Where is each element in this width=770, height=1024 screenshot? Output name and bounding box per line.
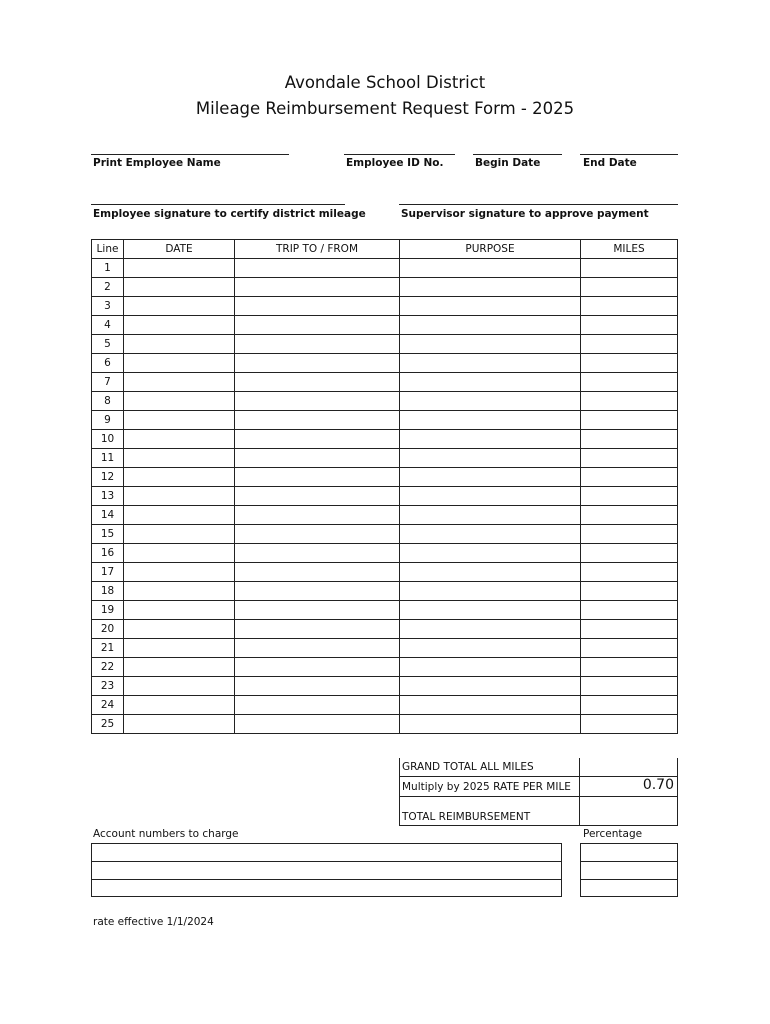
date-cell[interactable] bbox=[124, 677, 235, 696]
miles-cell[interactable] bbox=[581, 297, 678, 316]
miles-cell[interactable] bbox=[581, 506, 678, 525]
table-row bbox=[92, 316, 678, 335]
miles-cell[interactable] bbox=[581, 563, 678, 582]
date-cell[interactable] bbox=[124, 639, 235, 658]
table-body bbox=[92, 259, 678, 734]
account-row-1[interactable] bbox=[92, 844, 561, 860]
table-row bbox=[92, 544, 678, 563]
employee-id-label: Employee ID No. bbox=[346, 157, 444, 169]
purpose-cell[interactable] bbox=[400, 525, 581, 544]
date-cell[interactable] bbox=[124, 582, 235, 601]
line-number: 8 bbox=[92, 392, 124, 411]
percentage-row-3[interactable] bbox=[581, 880, 677, 896]
trip-cell[interactable] bbox=[235, 601, 400, 620]
trip-cell[interactable] bbox=[235, 715, 400, 734]
col-header-date: DATE bbox=[124, 240, 235, 259]
table-row bbox=[92, 639, 678, 658]
date-cell[interactable] bbox=[124, 297, 235, 316]
rate-effective-note: rate effective 1/1/2024 bbox=[93, 916, 214, 928]
line-number: 7 bbox=[92, 373, 124, 392]
line-number: 10 bbox=[92, 430, 124, 449]
table-row bbox=[92, 525, 678, 544]
miles-cell[interactable] bbox=[581, 582, 678, 601]
trip-cell[interactable] bbox=[235, 259, 400, 278]
table-row bbox=[92, 392, 678, 411]
summary-divider-2 bbox=[399, 796, 580, 797]
grand-total-value[interactable] bbox=[580, 761, 677, 776]
table-row bbox=[92, 582, 678, 601]
employee-name-line[interactable] bbox=[91, 154, 289, 155]
line-number: 12 bbox=[92, 468, 124, 487]
purpose-cell[interactable] bbox=[400, 677, 581, 696]
purpose-cell[interactable] bbox=[400, 392, 581, 411]
end-date-line[interactable] bbox=[580, 154, 678, 155]
rate-value: 0.70 bbox=[642, 777, 674, 793]
trip-cell[interactable] bbox=[235, 354, 400, 373]
date-cell[interactable] bbox=[124, 563, 235, 582]
line-number: 23 bbox=[92, 677, 124, 696]
date-cell[interactable] bbox=[124, 430, 235, 449]
line-number: 24 bbox=[92, 696, 124, 715]
miles-cell[interactable] bbox=[581, 715, 678, 734]
date-cell[interactable] bbox=[124, 696, 235, 715]
miles-cell[interactable] bbox=[581, 677, 678, 696]
table-row bbox=[92, 620, 678, 639]
date-cell[interactable] bbox=[124, 259, 235, 278]
purpose-cell[interactable] bbox=[400, 430, 581, 449]
table-row bbox=[92, 487, 678, 506]
table-row bbox=[92, 449, 678, 468]
trip-cell[interactable] bbox=[235, 525, 400, 544]
end-date-label: End Date bbox=[583, 157, 637, 169]
rate-label: Multiply by 2025 RATE PER MILE bbox=[402, 781, 571, 793]
date-cell[interactable] bbox=[124, 658, 235, 677]
purpose-cell[interactable] bbox=[400, 506, 581, 525]
line-number: 20 bbox=[92, 620, 124, 639]
miles-cell[interactable] bbox=[581, 468, 678, 487]
miles-cell[interactable] bbox=[581, 639, 678, 658]
date-cell[interactable] bbox=[124, 373, 235, 392]
employee-id-line[interactable] bbox=[344, 154, 455, 155]
purpose-cell[interactable] bbox=[400, 715, 581, 734]
table-row bbox=[92, 601, 678, 620]
purpose-cell[interactable] bbox=[400, 373, 581, 392]
trip-cell[interactable] bbox=[235, 506, 400, 525]
purpose-cell[interactable] bbox=[400, 449, 581, 468]
supervisor-signature-line[interactable] bbox=[399, 204, 678, 205]
line-number: 5 bbox=[92, 335, 124, 354]
miles-cell[interactable] bbox=[581, 354, 678, 373]
trip-cell[interactable] bbox=[235, 449, 400, 468]
trip-cell[interactable] bbox=[235, 373, 400, 392]
purpose-cell[interactable] bbox=[400, 278, 581, 297]
trip-cell[interactable] bbox=[235, 278, 400, 297]
table-row bbox=[92, 411, 678, 430]
mileage-table bbox=[91, 239, 678, 734]
line-number: 19 bbox=[92, 601, 124, 620]
table-row bbox=[92, 278, 678, 297]
trip-cell[interactable] bbox=[235, 411, 400, 430]
purpose-cell[interactable] bbox=[400, 335, 581, 354]
percentage-label: Percentage bbox=[583, 828, 643, 840]
employee-signature-label: Employee signature to certify district mileage bbox=[93, 208, 366, 220]
date-cell[interactable] bbox=[124, 278, 235, 297]
date-cell[interactable] bbox=[124, 525, 235, 544]
date-cell[interactable] bbox=[124, 506, 235, 525]
date-cell[interactable] bbox=[124, 715, 235, 734]
employee-name-label: Print Employee Name bbox=[93, 157, 221, 169]
purpose-cell[interactable] bbox=[400, 487, 581, 506]
date-cell[interactable] bbox=[124, 487, 235, 506]
date-cell[interactable] bbox=[124, 411, 235, 430]
table-row bbox=[92, 563, 678, 582]
purpose-cell[interactable] bbox=[400, 354, 581, 373]
miles-cell[interactable] bbox=[581, 449, 678, 468]
total-reimbursement-value[interactable] bbox=[580, 797, 677, 825]
date-cell[interactable] bbox=[124, 392, 235, 411]
miles-cell[interactable] bbox=[581, 658, 678, 677]
district-title: Avondale School District bbox=[284, 73, 486, 92]
purpose-cell[interactable] bbox=[400, 544, 581, 563]
miles-cell[interactable] bbox=[581, 525, 678, 544]
trip-cell[interactable] bbox=[235, 620, 400, 639]
date-cell[interactable] bbox=[124, 449, 235, 468]
trip-cell[interactable] bbox=[235, 468, 400, 487]
table-row bbox=[92, 335, 678, 354]
line-number: 2 bbox=[92, 278, 124, 297]
miles-cell[interactable] bbox=[581, 278, 678, 297]
purpose-cell[interactable] bbox=[400, 259, 581, 278]
trip-cell[interactable] bbox=[235, 335, 400, 354]
col-header-miles: MILES bbox=[581, 240, 678, 259]
supervisor-signature-label: Supervisor signature to approve payment bbox=[401, 208, 649, 220]
trip-cell[interactable] bbox=[235, 316, 400, 335]
purpose-cell[interactable] bbox=[400, 297, 581, 316]
purpose-cell[interactable] bbox=[400, 468, 581, 487]
table-row bbox=[92, 373, 678, 392]
miles-cell[interactable] bbox=[581, 544, 678, 563]
line-number: 22 bbox=[92, 658, 124, 677]
line-number: 3 bbox=[92, 297, 124, 316]
line-number: 6 bbox=[92, 354, 124, 373]
table-row bbox=[92, 696, 678, 715]
line-number: 17 bbox=[92, 563, 124, 582]
trip-cell[interactable] bbox=[235, 392, 400, 411]
col-header-purpose: PURPOSE bbox=[400, 240, 581, 259]
purpose-cell[interactable] bbox=[400, 316, 581, 335]
col-header-line: Line bbox=[92, 240, 124, 259]
table-row bbox=[92, 715, 678, 734]
purpose-cell[interactable] bbox=[400, 563, 581, 582]
account-row-3[interactable] bbox=[92, 880, 561, 896]
begin-date-label: Begin Date bbox=[475, 157, 541, 169]
purpose-cell[interactable] bbox=[400, 696, 581, 715]
purpose-cell[interactable] bbox=[400, 620, 581, 639]
trip-cell[interactable] bbox=[235, 677, 400, 696]
miles-cell[interactable] bbox=[581, 411, 678, 430]
trip-cell[interactable] bbox=[235, 563, 400, 582]
miles-cell[interactable] bbox=[581, 430, 678, 449]
purpose-cell[interactable] bbox=[400, 658, 581, 677]
table-row bbox=[92, 354, 678, 373]
miles-cell[interactable] bbox=[581, 316, 678, 335]
summary-divider-1 bbox=[399, 776, 580, 777]
table-row bbox=[92, 677, 678, 696]
miles-cell[interactable] bbox=[581, 373, 678, 392]
purpose-cell[interactable] bbox=[400, 411, 581, 430]
table-row bbox=[92, 297, 678, 316]
miles-cell[interactable] bbox=[581, 620, 678, 639]
trip-cell[interactable] bbox=[235, 658, 400, 677]
line-number: 11 bbox=[92, 449, 124, 468]
percentage-row-2[interactable] bbox=[581, 862, 677, 878]
col-header-trip: TRIP TO / FROM bbox=[235, 240, 400, 259]
table-row bbox=[92, 658, 678, 677]
account-numbers-label: Account numbers to charge bbox=[93, 828, 239, 840]
purpose-cell[interactable] bbox=[400, 639, 581, 658]
table-row bbox=[92, 506, 678, 525]
line-number: 4 bbox=[92, 316, 124, 335]
miles-cell[interactable] bbox=[581, 259, 678, 278]
line-number: 14 bbox=[92, 506, 124, 525]
miles-cell[interactable] bbox=[581, 601, 678, 620]
date-cell[interactable] bbox=[124, 620, 235, 639]
date-cell[interactable] bbox=[124, 316, 235, 335]
miles-cell[interactable] bbox=[581, 696, 678, 715]
miles-cell[interactable] bbox=[581, 335, 678, 354]
line-number: 1 bbox=[92, 259, 124, 278]
trip-cell[interactable] bbox=[235, 582, 400, 601]
table-row bbox=[92, 430, 678, 449]
trip-cell[interactable] bbox=[235, 430, 400, 449]
trip-cell[interactable] bbox=[235, 639, 400, 658]
date-cell[interactable] bbox=[124, 544, 235, 563]
date-cell[interactable] bbox=[124, 601, 235, 620]
line-number: 21 bbox=[92, 639, 124, 658]
line-number: 9 bbox=[92, 411, 124, 430]
trip-cell[interactable] bbox=[235, 487, 400, 506]
date-cell[interactable] bbox=[124, 354, 235, 373]
account-row-2[interactable] bbox=[92, 862, 561, 878]
grand-total-label: GRAND TOTAL ALL MILES bbox=[402, 761, 534, 773]
line-number: 13 bbox=[92, 487, 124, 506]
date-cell[interactable] bbox=[124, 335, 235, 354]
form-title: Mileage Reimbursement Request Form - 2025 bbox=[195, 99, 575, 118]
line-number: 16 bbox=[92, 544, 124, 563]
table-row bbox=[92, 468, 678, 487]
line-number: 18 bbox=[92, 582, 124, 601]
purpose-cell[interactable] bbox=[400, 601, 581, 620]
line-number: 25 bbox=[92, 715, 124, 734]
line-number: 15 bbox=[92, 525, 124, 544]
trip-cell[interactable] bbox=[235, 297, 400, 316]
miles-cell[interactable] bbox=[581, 392, 678, 411]
purpose-cell[interactable] bbox=[400, 582, 581, 601]
table-row bbox=[92, 259, 678, 278]
total-reimbursement-label: TOTAL REIMBURSEMENT bbox=[402, 811, 531, 823]
miles-cell[interactable] bbox=[581, 487, 678, 506]
begin-date-line[interactable] bbox=[473, 154, 562, 155]
date-cell[interactable] bbox=[124, 468, 235, 487]
percentage-row-1[interactable] bbox=[581, 844, 677, 860]
trip-cell[interactable] bbox=[235, 696, 400, 715]
table-header-row bbox=[92, 240, 678, 259]
trip-cell[interactable] bbox=[235, 544, 400, 563]
employee-signature-line[interactable] bbox=[91, 204, 345, 205]
